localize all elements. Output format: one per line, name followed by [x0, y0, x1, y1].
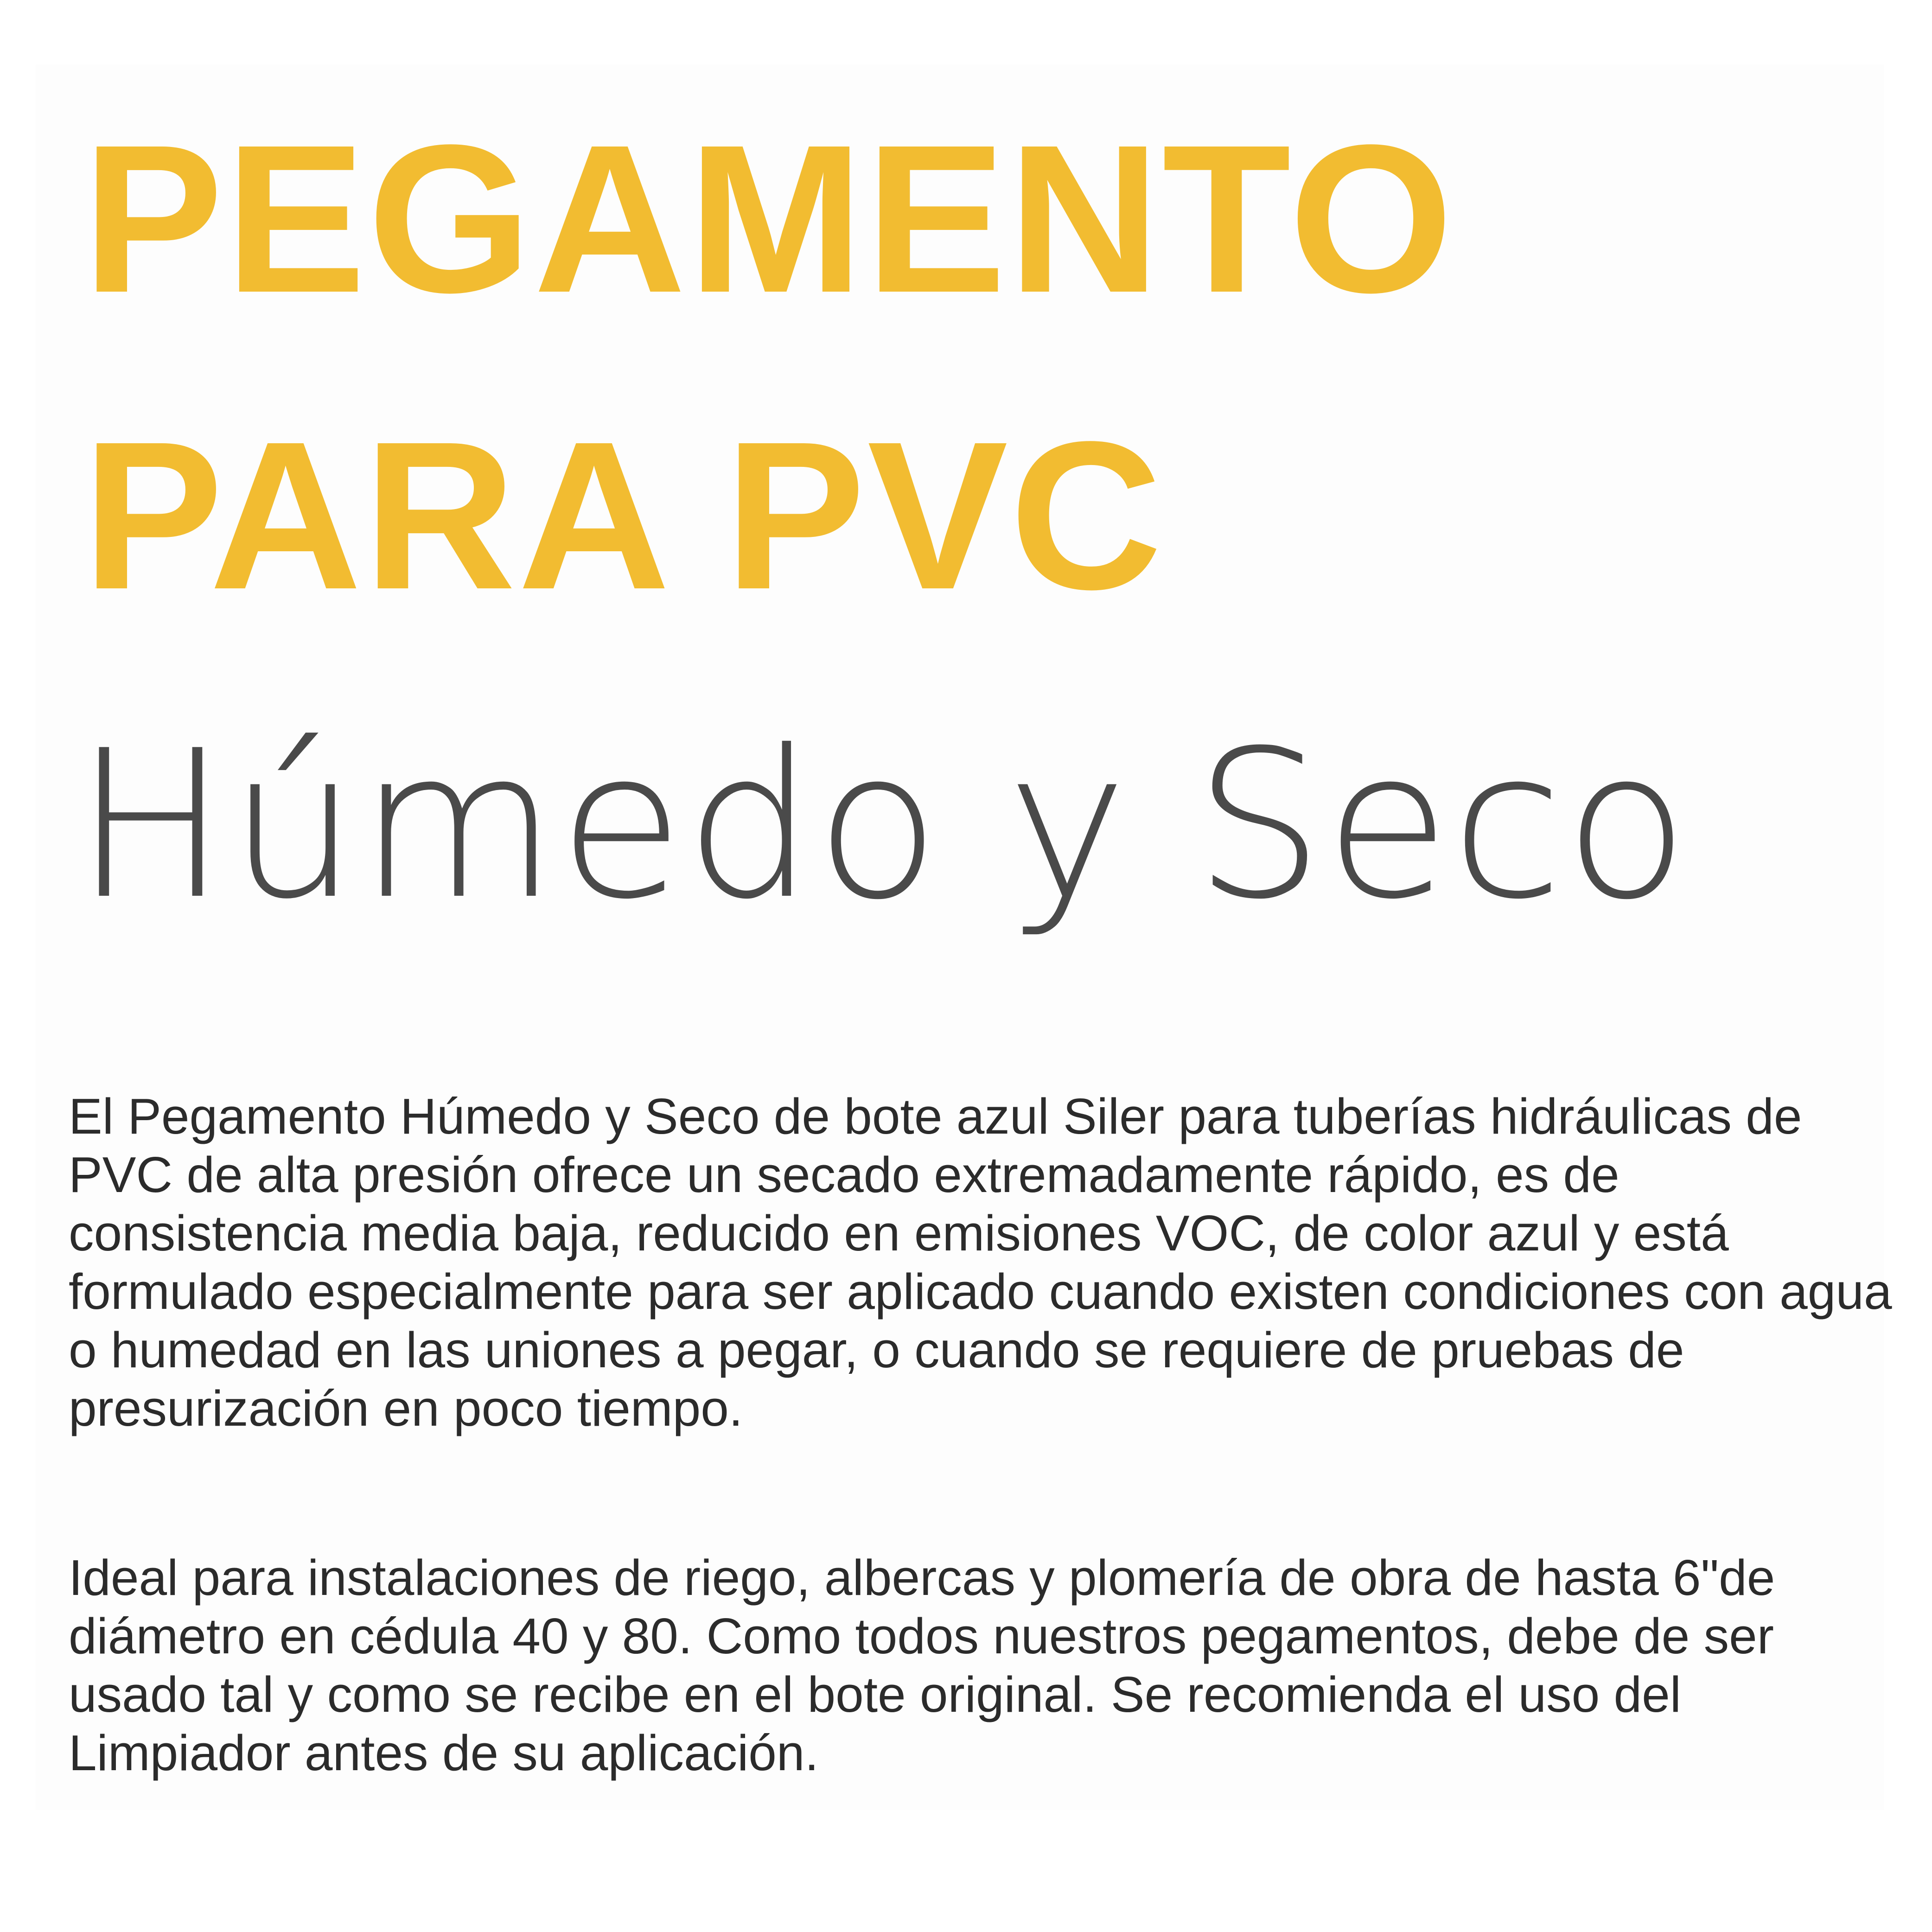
title-line-1: PEGAMENTO [83, 101, 1455, 337]
description-paragraph-2: Ideal para instalaciones de riego, albercas y plomería de obra de hasta 6"de diámetro en cédula 40 y 80. Como todos nuestros pegamentos, debe de ser usado tal y como se recibe en el bote original. Se recomienda el uso del Limpiador antes de su aplicación. [69, 1549, 1775, 1781]
subtitle: Húmedo y Seco [74, 707, 1690, 944]
title-line-2: PARA PVC [83, 398, 1164, 633]
description-paragraph-1: El Pegamento Húmedo y Seco de bote azul Siler para tuberías hidráulicas de PVC de alta presión ofrece un secado extremadamente rápido, es de consistencia media baja, reducido en emisiones VOC, de color azul y está formulado especialmente para ser aplicado cuando existen condiciones con agua o humedad en las uniones a pegar, o cuando se requiere de pruebas de presurización en poco tiempo. [69, 1088, 1892, 1437]
